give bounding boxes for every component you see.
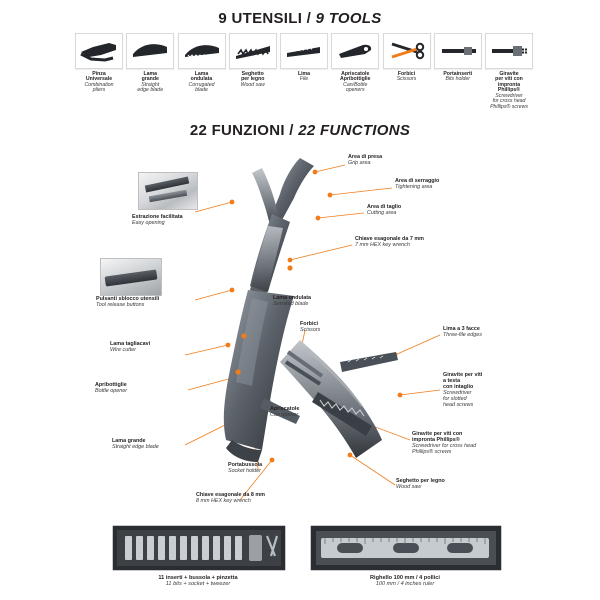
- tool-item-wood-saw: [228, 33, 278, 88]
- photo-easy-opening: [138, 172, 198, 210]
- callout-straight-blade: Lama grande Straight edge blade: [112, 438, 159, 451]
- functions-title-en: 22 FUNCTIONS: [298, 122, 411, 139]
- tool-label-pliers: Pinza Universale Combination pliers: [84, 71, 114, 94]
- serrated-blade-icon: [178, 33, 226, 69]
- tool-label-wood-saw: Seghetto per legno Wood saw: [240, 71, 265, 88]
- tool-label-phillips-driver: Giravite per viti con impronta Phillips® Screwdriver for cross head Phillips® screws: [490, 71, 528, 110]
- callout-wire-cutter: Lama tagliacavi Wire cutter: [110, 341, 151, 354]
- page-title-tools: [0, 10, 600, 27]
- tool-label-straight-blade: Lama grande Straight edge blade: [137, 71, 164, 94]
- bits-set-case: [112, 525, 286, 571]
- callout-hex-8mm: Chiave esagonale da 8 mm 8 mm HEX key wrench: [196, 492, 265, 505]
- tool-label-bits-holder: Portainserti Bits holder: [443, 71, 473, 83]
- callout-tool-release: Pulsanti sblocco utensili Tool release buttons: [96, 296, 160, 309]
- tool-item-scissors: [382, 33, 432, 83]
- tools-title-en: 9 TOOLS: [315, 10, 382, 27]
- callout-tightening-area: Area di serraggio Tightening area: [395, 178, 440, 191]
- tool-label-scissors: Forbici Scissors: [396, 71, 417, 83]
- callout-phillips-driver: Giravite per viti con impronta Phillips® Screwdriver for cross head Phillips® screws: [412, 431, 477, 456]
- tools-title-it: 9 UTENSILI /: [218, 10, 316, 27]
- tool-item-file: [279, 33, 329, 83]
- pliers-icon: [75, 33, 123, 69]
- tool-item-serrated-blade: [177, 33, 227, 94]
- tools-strip: [74, 33, 534, 110]
- callout-serrated-blade: Lama ondulata Serrated blade: [273, 295, 312, 308]
- bits-holder-icon: [434, 33, 482, 69]
- callout-scissors: Forbici Scissors: [300, 321, 321, 334]
- callout-grip-area: Area di presa Grip area: [348, 154, 383, 167]
- accessories-row: [0, 515, 600, 600]
- phillips-driver-icon: [485, 33, 533, 69]
- functions-title-it: 22 FUNZIONI /: [189, 122, 299, 139]
- tool-label-can-opener: Apriscatole Apribottiglie Can/Bottle openers: [339, 71, 371, 94]
- exploded-diagram: [0, 140, 600, 515]
- callout-wood-saw: Seghetto per legno Wood saw: [396, 478, 445, 491]
- callout-easy-opening: Estrazione facilitata Easy opening: [132, 214, 183, 227]
- can-opener-icon: [331, 33, 379, 69]
- callout-socket-holder: Portabussola Socket holder: [228, 462, 263, 475]
- page-title-functions: [0, 122, 600, 139]
- tool-label-serrated-blade: Lama ondulata Corrugated blade: [188, 71, 215, 94]
- scissors-icon: [383, 33, 431, 69]
- straight-blade-icon: [126, 33, 174, 69]
- callout-can-opener: Apriscatole Can opener: [270, 406, 300, 419]
- bits-set-caption: 11 inserti + bussola + pinzetta 11 bits + socket + tweezer: [158, 575, 238, 588]
- callout-slotted-driver: Giravite per viti a testa con intaglio Screwdriver for slotted head screws: [443, 372, 483, 409]
- tool-label-file: Lima File: [297, 71, 311, 83]
- tool-item-bits-holder: [433, 33, 483, 83]
- wood-saw-icon: [229, 33, 277, 69]
- file-icon: [280, 33, 328, 69]
- ruler-case: [310, 525, 502, 571]
- photo-tool-release: [100, 258, 162, 296]
- callout-hex-7mm: Chiave esagonale da 7 mm 7 mm HEX key wrench: [355, 236, 424, 249]
- tool-item-straight-blade: [125, 33, 175, 94]
- callout-bottle-opener: Apribottiglie Bottle opener: [95, 382, 128, 395]
- ruler-caption: Righello 100 mm / 4 pollici 100 mm / 4 inches ruler: [370, 575, 440, 588]
- callout-three-file-edges: Lima a 3 facce Three-file edges: [443, 326, 482, 339]
- tool-item-pliers: [74, 33, 124, 94]
- tool-item-phillips-driver: [484, 33, 534, 110]
- tool-item-can-opener: [330, 33, 380, 94]
- callout-cutting-area: Area di taglio Cutting area: [367, 204, 402, 217]
